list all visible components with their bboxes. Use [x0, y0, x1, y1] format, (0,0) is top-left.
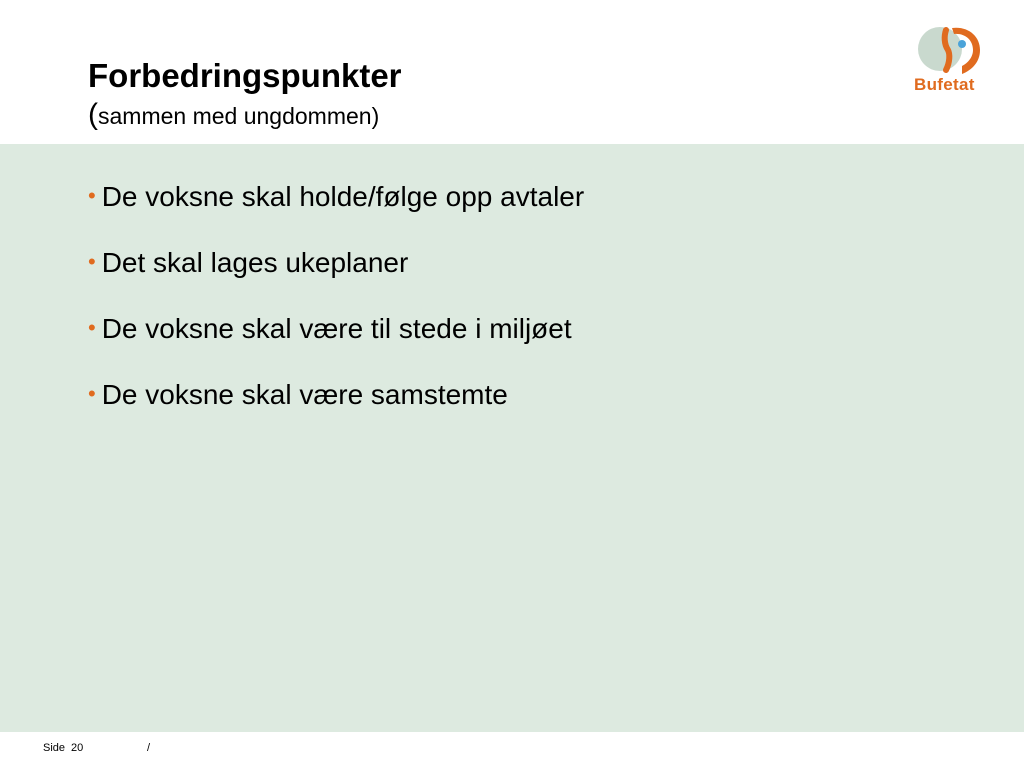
slide-footer [43, 742, 151, 754]
bullet-item [88, 312, 584, 378]
bullet-item [88, 180, 584, 246]
bullet-text: De voksne skal være til stede i miljøet [101, 313, 572, 344]
slide-subtitle [88, 98, 379, 132]
bullet-icon: • [88, 381, 96, 406]
slide-title: Forbedringspunkter [88, 57, 402, 94]
bullet-item [88, 378, 584, 444]
subtitle-text: sammen med ungdommen [98, 103, 372, 129]
logo-text: Bufetat [914, 75, 975, 94]
bullet-list [88, 180, 584, 444]
footer-separator: / [147, 742, 151, 754]
bullet-text: De voksne skal holde/følge opp avtaler [101, 181, 585, 212]
subtitle-open-paren: ( [88, 98, 98, 131]
bullet-text: De voksne skal være samstemte [101, 379, 508, 410]
logo-blue-dot [958, 40, 966, 48]
footer-page-number: 20 [71, 742, 84, 754]
bullet-icon: • [88, 249, 96, 274]
subtitle-close-paren: ) [371, 103, 380, 129]
bullet-icon: • [88, 183, 96, 208]
bullet-item [88, 246, 584, 312]
bullet-icon: • [88, 315, 96, 340]
bullet-text: Det skal lages ukeplaner [101, 247, 409, 278]
footer-side-label: Side [43, 742, 66, 754]
